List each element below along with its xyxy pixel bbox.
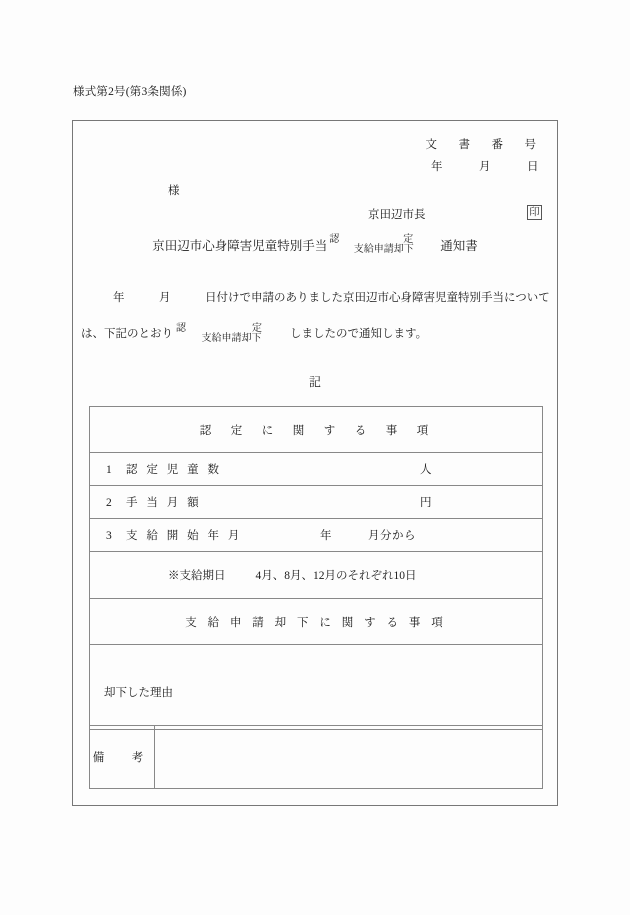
item3-label: 支 給 開 始 年 月 [126,530,243,542]
title-option-stack [327,235,440,255]
document-number-label: 文 書 番 号 [425,139,541,151]
section2-header-cell: 支 給 申 請 却 下 に 関 す る 事 項 [90,599,543,645]
title-suffix: 通知書 [440,239,478,254]
item2-cell [90,486,543,519]
body-option-bottom: 支給申請却下 [201,333,262,345]
note-line [90,567,542,583]
document-date-label: 年 月 日 [431,161,539,173]
table-row-section1-header [90,407,543,453]
table-row-item3 [90,519,543,552]
item1-label: 認 定 児 童 数 [126,464,222,476]
item2-label: 手 当 月 額 [126,497,202,509]
body-line2-prefix: は、下記のとおり [81,327,173,340]
issuer-name: 京田辺市長 [368,209,426,221]
item1-index: 1 [106,464,112,476]
form-number-label: 様式第2号(第3条関係) [73,86,187,98]
document-frame-inner [73,121,557,805]
bikou-label: 備 考 [90,726,155,789]
item3-line [90,527,542,543]
ki-marker: 記 [308,375,321,389]
body-option-top: 認 定 [176,323,290,334]
table-row-reason [90,645,543,730]
item3-index: 3 [106,530,112,542]
bikou-value-cell[interactable] [155,726,543,789]
item2-unit: 円 [420,497,432,509]
table-row-bikou [90,726,543,789]
table-row-item2 [90,486,543,519]
addressee-honorific: 様 [168,185,180,197]
body-paragraph-line1: 年 月 日付けで申請のありました京田辺市心身障害児童特別手当について [113,292,550,304]
note-cell [90,552,543,599]
item1-unit: 人 [420,464,432,476]
seal-stamp-box: 印 [527,205,542,220]
table-row-note [90,552,543,599]
body-line2-suffix: しましたので通知します。 [290,327,428,340]
body-option-stack [173,324,290,344]
table-row-section2-header [90,599,543,645]
title-option-bottom: 支給申請却下 [353,244,414,256]
item1-line [90,461,542,477]
item3-cell [90,519,543,552]
note-value: 4月、8月、12月のそれぞれ10日 [255,570,417,582]
title-option-top: 認 定 [329,234,441,245]
reason-cell[interactable] [90,645,543,730]
item2-line [90,494,542,510]
reason-label: 却下した理由 [104,687,173,699]
item1-cell [90,453,543,486]
table-row-item1 [90,453,543,486]
main-form-table [89,406,543,730]
bikou-table [89,725,543,789]
section1-header-cell: 認 定 に 関 す る 事 項 [90,407,543,453]
item3-value: 年 月分から [320,530,416,542]
title-prefix: 京田辺市心身障害児童特別手当 [152,239,328,254]
document-frame [72,120,558,806]
document-title [73,235,557,255]
item2-index: 2 [106,497,112,509]
note-marker-label: ※支給期日 [168,570,226,582]
body-paragraph-line2 [81,324,427,344]
